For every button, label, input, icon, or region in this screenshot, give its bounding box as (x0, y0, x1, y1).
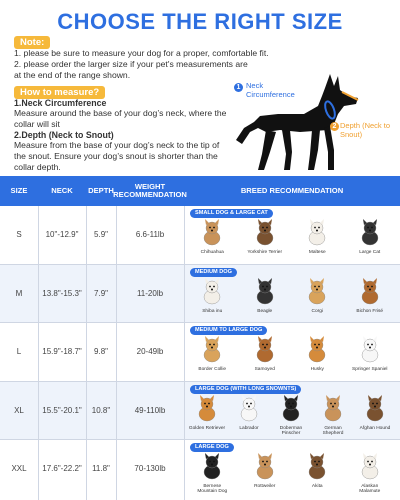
row-divider (0, 381, 400, 382)
cell-weight: 6.6-11lb (135, 230, 165, 239)
dog-photo-icon (355, 452, 385, 480)
dog-photo-icon (250, 218, 280, 246)
note-line-2: 2. please order the larger size if your pet's measurements are at the end of the range shown. (14, 59, 248, 80)
breed-name: Bichon Frisé (356, 308, 384, 314)
cell-neck: 10"-12.9" (45, 230, 79, 239)
dog-photo-icon (302, 218, 332, 246)
breed-name: Shiba inu (202, 308, 223, 314)
breed-category-tag: MEDIUM TO LARGE DOG (190, 326, 267, 335)
breed-name: Husky (310, 367, 324, 373)
breed-name: Beagle (257, 308, 273, 314)
dog-photo-icon (355, 218, 385, 246)
dog-photo-icon (360, 394, 390, 422)
dog-photo-icon (197, 277, 227, 305)
breed-name: Golden Retriever (188, 425, 226, 431)
table-row (0, 382, 400, 439)
cell-size: XXL (11, 464, 27, 474)
depth-marker-label: Depth (Neck to Snout) (340, 121, 391, 139)
breed-name: Akita (311, 484, 323, 490)
breed-category-tag: LARGE DOG (190, 443, 234, 452)
cell-weight: 49-110lb (134, 405, 166, 415)
depth-title: 2.Depth (Neck to Snout) (14, 130, 114, 140)
breed-name: Chihuahua (200, 250, 224, 255)
neck-circumference-title: 1.Neck Circumference (14, 98, 107, 108)
breed-name: German Shepherd (322, 425, 344, 436)
dog-photo-icon (318, 394, 348, 422)
table-row (0, 323, 400, 380)
cell-depth: 5.9" (94, 230, 108, 239)
cell-size: XL (14, 405, 24, 415)
column-divider (86, 206, 87, 500)
cell-neck: 15.5"-20.1" (42, 405, 82, 415)
breed-name: Labrador (239, 425, 259, 431)
how-to-measure-badge: How to measure? (14, 86, 105, 99)
breed-name: Large Cat (359, 250, 381, 255)
dog-photo-icon (234, 394, 264, 422)
breed-name: Rottweiler (254, 484, 276, 490)
row-divider (0, 322, 400, 323)
dog-photo-icon (197, 452, 227, 480)
header-depth: DEPTH (88, 185, 114, 195)
breed-name: Samoyed (254, 367, 275, 373)
column-divider (116, 206, 117, 500)
breed-category-tag: LARGE DOG (WITH LONG SNOWNTS) (190, 385, 301, 394)
column-divider (184, 206, 185, 500)
cell-neck: 15.9"-18.7" (42, 347, 82, 357)
dog-photo-icon (302, 277, 332, 305)
table-row (0, 440, 400, 497)
cell-size: S (16, 230, 22, 239)
dog-photo-icon (355, 277, 385, 305)
cell-neck: 13.8"-15.3" (42, 288, 82, 298)
neck-circumference-desc: Measure around the base of your dog’s neck, where the collar will sit (14, 108, 227, 129)
breed-name: Yorkshire Terrier (247, 250, 283, 255)
breed-category-tag: MEDIUM DOG (190, 268, 237, 277)
dog-photo-icon (197, 218, 227, 246)
table-row (0, 265, 400, 322)
breed-name: Afghan Hound (359, 425, 391, 431)
dog-photo-icon (197, 335, 227, 363)
cell-size: L (16, 347, 22, 357)
breed-name: Springer Spaniel (352, 367, 388, 373)
header-size: SIZE (10, 185, 28, 195)
breed-category-tag: SMALL DOG & LARGE CAT (190, 209, 273, 218)
column-divider (38, 206, 39, 500)
size-chart-table (0, 176, 400, 500)
dog-photo-icon (250, 277, 280, 305)
row-divider (0, 264, 400, 265)
dog-photo-icon (192, 394, 222, 422)
breed-name: Maltese (308, 250, 326, 255)
depth-desc: Measure from the base of your dog’s neck to the tip of the snout. Ensure your dog’s snout is shorter than the collar depth. (14, 140, 220, 172)
dog-photo-icon (302, 335, 332, 363)
cell-depth: 7.9" (94, 288, 108, 298)
neck-marker-number: 1 (234, 83, 243, 92)
cell-neck: 17.6"-22.2" (42, 464, 82, 474)
header-weight: WEIGHT RECOMMENDATION (113, 181, 187, 199)
table-header (0, 176, 400, 206)
cell-weight: 20-49lb (136, 347, 164, 357)
breed-name: Alaskan Malamute (359, 484, 381, 495)
cell-depth: 9.8" (94, 347, 108, 357)
dog-photo-icon (302, 452, 332, 480)
header-breed: BREED RECOMMENDATION (240, 185, 344, 195)
dog-photo-icon (276, 394, 306, 422)
breed-name: Border Collie (198, 367, 227, 373)
dog-photo-icon (355, 335, 385, 363)
page-title: CHOOSE THE RIGHT SIZE (57, 9, 343, 34)
note-line-1: 1. please be sure to measure your dog for a proper, comfortable fit. (14, 48, 269, 58)
neck-marker-label: Neck Circumference (246, 81, 295, 99)
header-neck: NECK (51, 185, 73, 195)
breed-name: Doberman Pinscher (279, 425, 303, 436)
dog-photo-icon (250, 335, 280, 363)
cell-weight: 11-20lb (136, 288, 164, 298)
cell-depth: 10.8" (91, 405, 111, 415)
breed-name: Corgi (311, 308, 323, 314)
note-badge: Note: (14, 36, 50, 49)
cell-depth: 11.8" (92, 464, 110, 474)
cell-weight: 70-130lb (134, 464, 166, 474)
dog-photo-icon (250, 452, 280, 480)
breed-name: Bernese Mountain Dog (197, 484, 228, 495)
row-divider (0, 439, 400, 440)
cell-size: M (15, 288, 23, 298)
table-row (0, 206, 400, 263)
depth-marker-number: 2 (330, 122, 339, 131)
